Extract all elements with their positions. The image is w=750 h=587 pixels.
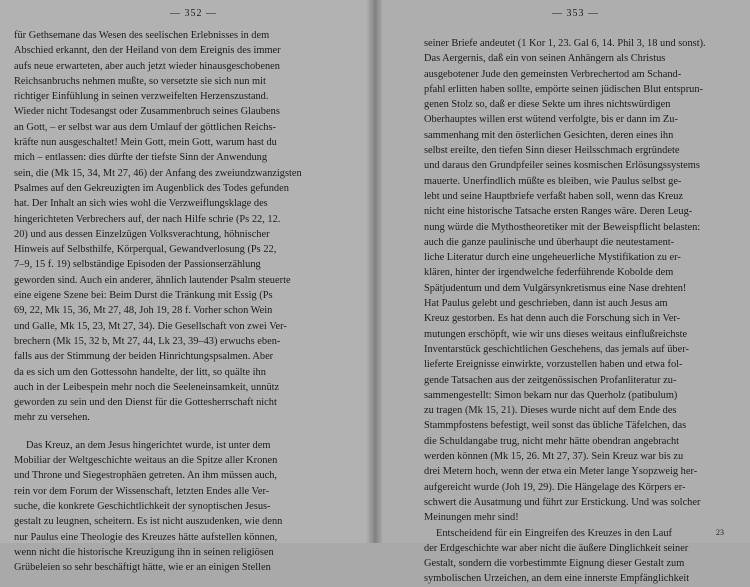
left-page	[0, 0, 374, 574]
text-line: geworden sind. Auch ein anderer, ähnlich lautender Psalm steuerte	[14, 274, 291, 286]
left-paragraph-1	[14, 28, 336, 426]
text-line: Kreuz gestorben. Es hat denn auch die Forschung sich in Ver-	[424, 313, 681, 325]
text-line: sein, die (Mk 15, 34, Mt 27, 46) der Anfang des zweiundzwanzigsten	[14, 167, 302, 179]
text-line: und daraus den Grundpfeiler seines kosmischen Erlösungssystems	[424, 160, 700, 172]
text-line: Grübeleien so sehr beschäftigt hätte, wie er an einigen Stellen	[14, 562, 271, 574]
text-line: werden können (Mk 15, 26. Mt 27, 37). Sein Kreuz war bis zu	[424, 451, 684, 463]
text-line: zu tragen (Mk 15, 21). Dieses wurde nicht auf dem Ende des	[424, 405, 677, 417]
text-line: 7–9, 15 f. 19) selbständige Episoden der Passionserzählung	[14, 259, 261, 271]
paragraph-gap	[14, 426, 336, 438]
text-line: mauerte. Unerfindlich müßte es bleiben, wie Paulus selbst ge-	[424, 175, 682, 187]
text-line: Entscheidend für ein Eingreifen des Kreuzes in den Lauf	[436, 527, 673, 539]
text-line: Das Kreuz, an dem Jesus hingerichtet wurde, ist unter dem	[26, 439, 271, 451]
text-line: nicht eine historische Tatsache ersten Ranges wäre. Deren Leug-	[424, 206, 693, 218]
book-gutter	[366, 0, 382, 543]
text-line: Mobiliar der Weltgeschichte weitaus an die Spitze aller Kronen	[14, 455, 278, 467]
signature-mark: 23	[716, 528, 724, 537]
text-line: falls aus der Stimmung der beiden Hinrichtungspsalmen. Aber	[14, 351, 274, 363]
text-line: Das Aergernis, daß ein von seinen Anhängern als Christus	[424, 53, 666, 65]
text-line: und Galle, Mk 15, 23, Mt 27, 34). Die Gesellschaft von zwei Ver-	[14, 320, 287, 332]
text-line: pfahl erlitten haben sollte, empörte seinen jüdischen Blut entsprun-	[424, 83, 704, 95]
text-line: mehr zu versehen.	[14, 412, 90, 424]
text-line: Hat Paulus gelebt und geschrieben, dann ist auch Jesus am	[424, 298, 668, 310]
text-line: Inventarstück geschichtlichen Geschehens, das jemals auf über-	[424, 343, 689, 355]
text-line: mutungen erschöpft, wie wir uns dieses weitaus einflußreichste	[424, 328, 688, 340]
text-line: suche, die konkrete Geschichtlichkeit der synoptischen Jesus-	[14, 500, 271, 512]
text-line: für Gethsemane das Wesen des seelischen Erlebnisses in dem	[14, 30, 270, 41]
text-line: und Throne und Siegestrophäen getreten. An ihm müssen auch,	[14, 470, 277, 482]
text-line: der Erdgeschichte war aber nicht die äußere Dinglichkeit seiner	[424, 542, 689, 554]
text-line: auch in der Leibespein mehr noch die Seeleneinsamkeit, unnütz	[14, 381, 280, 393]
text-line: liche Literatur durch eine ungeheuerliche Mystifikation zu er-	[424, 252, 681, 264]
right-paragraph	[424, 36, 736, 587]
text-line: sammenhang mit den österlichen Gesichten, deren eines ihn	[424, 129, 674, 141]
text-line: kräfte nun ausgeschaltet! Mein Gott, mein Gott, warum hast du	[14, 137, 277, 149]
text-line: Reichsanbruchs nehmen mußte, so versetzte sie sich nun mit	[14, 75, 266, 87]
right-page-text	[424, 36, 736, 587]
text-line: hingerichteten Verbrechers auf, der nach Hilfe schrie (Ps 22, 12.	[14, 213, 281, 225]
text-line: nung würde die Mythostheoretiker mit der Beweispflicht belasten:	[424, 221, 701, 233]
text-line: gende Tatsachen aus der zeitgenössischen Profanliteratur zu-	[424, 374, 677, 386]
text-line: nur Paulus eine Theologie des Kreuzes hätte aufstellen können,	[14, 531, 278, 543]
text-line: wenn nicht die historische Kreuzigung ihn in seinen religiösen	[14, 546, 274, 558]
text-line: seiner Briefe andeutet (1 Kor 1, 23. Gal 6, 14. Phil 3, 18 und sonst).	[424, 38, 706, 49]
text-line: da es sich um den Gottessohn handelte, der litt, so quälte ihn	[14, 366, 266, 378]
text-line: Spätjudentum und dem Vulgärsynkretismus eine Nase drehten!	[424, 282, 687, 294]
text-line: Stammpfostens befestigt, weil sonst das übliche Täfelchen, das	[424, 420, 687, 432]
text-line: symbolischen Urzeichen, an dem eine innerste Empfänglichkeit	[424, 573, 690, 585]
text-line: brechern (Mk 15, 32 b, Mt 27, 44, Lk 23, 39–43) erwuchs eben-	[14, 335, 281, 347]
left-paragraph-2	[14, 438, 336, 576]
text-line: 20) und aus dessen Einzelzügen Volksverachtung, höhnischer	[14, 228, 270, 240]
text-line: 69, 22, Mk 15, 36, Mt 27, 48, Joh 19, 28 f. Vorher schon Wein	[14, 305, 273, 317]
left-page-text	[14, 28, 336, 575]
text-line: Psalmes auf den Gekreuzigten im Augenblick des Todes gefunden	[14, 182, 289, 194]
text-line: gestalt zu leugnen, scheitern. Es ist nicht auszudenken, wie denn	[14, 516, 283, 528]
text-line: Meinungen mehr sind!	[424, 512, 519, 524]
text-line: hat. Der Inhalt an sich wies wohl die Verzweiflungsklage des	[14, 198, 268, 210]
text-line: mich – entlassen: dies dürfte der tiefste Sinn der Anwendung	[14, 152, 268, 164]
text-line: drei Metern hoch, wenn der etwa ein Meter lange Ysopzweig her-	[424, 466, 698, 478]
text-line: Hinweis auf Selbsthilfe, Körperqual, Gewandverlosung (Ps 22,	[14, 244, 277, 256]
right-page	[374, 0, 750, 585]
text-line: richtiger Einfühlung in seinen verzweifelten Herzenszustand.	[14, 91, 269, 103]
text-line: Wieder nicht Todesangst oder Zusammenbruch seines Glaubens	[14, 106, 280, 118]
text-line: an Gott, – er selbst war aus dem Umlauf der göttlichen Reichs-	[14, 121, 277, 133]
text-line: schwert die Ausatmung und führt zur Erstickung. Und was solcher	[424, 496, 701, 508]
text-line: aufs neue erwarteten, aber auch jetzt wieder hinausgeschobenen	[14, 60, 280, 72]
text-line: Gestalt, sondern die vorbestimmte Eignung dieser Gestalt zum	[424, 558, 685, 570]
text-line: rein vor dem Forum der Wissenschaft, letzten Endes alle Ver-	[14, 485, 270, 497]
page-number-right: — 353 —	[552, 8, 599, 19]
text-line: auch die ganze paulinische und überhaupt die neutestament-	[424, 236, 675, 248]
text-line: lieferte Ereignisse einwirkte, vorzustellen haben und etwa fol-	[424, 359, 683, 371]
text-line: selbst ereilte, den tiefen Sinn dieser Heilsschmach ergründete	[424, 145, 680, 157]
page-number-left: — 352 —	[170, 8, 217, 19]
text-line: ausgebotener Jude den gemeinsten Verbrechertod am Schand-	[424, 68, 682, 80]
text-line: eine eigene Szene bei: Beim Durst die Tränkung mit Essig (Ps	[14, 290, 273, 302]
text-line: aufgereicht wurde (Joh 19, 29). Die Hängelage des Körpers er-	[424, 481, 686, 493]
text-line: die Schuldangabe trug, nicht mehr hätte obendran angebracht	[424, 435, 680, 447]
text-line: sammengestellt: Simon bekam nur das Querholz (patibulum)	[424, 389, 678, 401]
text-line: lebt und seine Hauptbriefe verfaßt haben soll, wenn das Kreuz	[424, 190, 684, 202]
text-line: Abschied erkannt, den der Heiland von dem Ereignis des immer	[14, 45, 281, 57]
text-line: genen Stolz so, daß er diese Sekte um ihres nichtswürdigen	[424, 99, 671, 111]
text-line: Oberhauptes willen erst wütend verfolgte, bis er dann im Zu-	[424, 114, 678, 126]
text-line: klären, hinter der irgendwelche federführende Kobolde dem	[424, 267, 674, 279]
text-line: geworden zu sein und den Dienst für die Gottesherrschaft nicht	[14, 397, 277, 409]
